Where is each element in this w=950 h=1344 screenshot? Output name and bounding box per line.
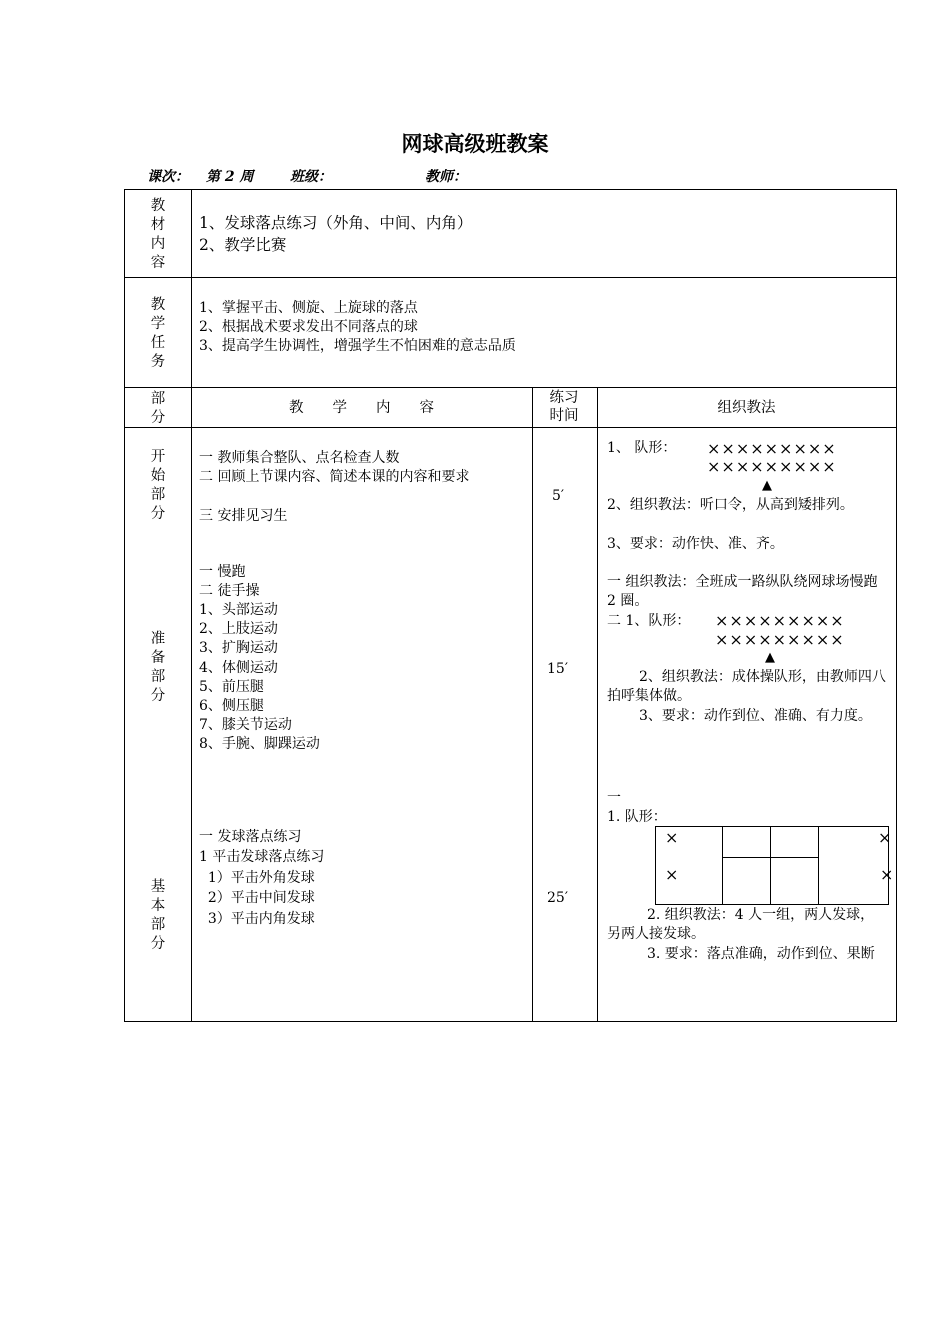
row-divider — [124, 387, 897, 388]
teacher-label: 教师： — [425, 169, 467, 185]
material-line: 1、发球落点练习（外角、中间、内角） — [199, 214, 473, 232]
basic-method-num: 一 — [607, 790, 621, 806]
column-header-part — [128, 390, 188, 428]
class-label: 班级： — [290, 169, 332, 185]
court-center-line — [770, 826, 771, 904]
row-divider — [124, 277, 897, 278]
prep-content-line: 8、手腕、脚踝运动 — [199, 736, 320, 752]
teacher-marker-icon: ▲ — [762, 478, 772, 493]
court-outline — [655, 826, 889, 905]
prep-method-org1: 一 组织教法：全班成一路纵队绕网球场慢跑 2 圈。 — [607, 574, 878, 610]
column-divider — [597, 387, 598, 1022]
row-divider — [124, 427, 897, 428]
prep-content-line: 一 慢跑 — [199, 564, 246, 580]
column-divider — [532, 387, 533, 1022]
task-line: 3、提高学生协调性，增强学生不怕困难的意志品质 — [199, 338, 516, 354]
court-center-service-line — [722, 857, 819, 858]
basic-content-line: 2）平击中间发球 — [199, 890, 315, 906]
prep-content-line: 2、上肢运动 — [199, 621, 278, 637]
start-section-label-text: 开 始 部 分 — [150, 449, 166, 522]
prep-formation-label: 二 1、队形： — [607, 613, 691, 629]
start-content-line: 一 教师集合整队、点名检查人数 — [199, 450, 400, 466]
prep-content-line: 5、前压腿 — [199, 679, 264, 695]
column-header-time-text: 练习 时间 — [549, 390, 579, 424]
prep-section-label-text: 准 备 部 分 — [150, 631, 166, 704]
start-formation-label: 1、 队形： — [607, 440, 677, 456]
column-header-part-text: 部 分 — [150, 391, 166, 426]
player-mark-icon: × — [880, 865, 895, 884]
basic-section-label — [128, 878, 188, 954]
basic-content-line: 一 发球落点练习 — [199, 829, 302, 845]
prep-method-org2: 2、组织教法：成体操队形，由教师四八拍呼集体做。 — [607, 669, 886, 705]
start-crosses-row-1: ××××××××× — [707, 439, 837, 458]
start-time: 5′ — [552, 488, 565, 504]
column-header-time — [534, 389, 594, 425]
task-line: 2、根据战术要求发出不同落点的球 — [199, 319, 418, 335]
prep-crosses-row-1: ××××××××× — [715, 611, 845, 630]
start-content-line: 三 安排见习生 — [199, 508, 288, 524]
player-mark-icon: × — [665, 865, 680, 884]
prep-section-label — [128, 630, 188, 706]
basic-section-label-text: 基 本 部 分 — [150, 879, 166, 952]
table-border-top — [124, 189, 897, 190]
prep-content-line: 4、体侧运动 — [199, 660, 278, 676]
material-label-text: 教 材 内 容 — [150, 198, 166, 271]
material-line: 2、教学比赛 — [199, 236, 287, 254]
prep-content-line: 二 徒手操 — [199, 583, 260, 599]
start-content-line: 二 回顾上节课内容、简述本课的内容和要求 — [199, 469, 470, 485]
table-border-right — [896, 189, 897, 1022]
lesson-value: 第 2 周 — [206, 169, 254, 185]
court-service-line — [818, 826, 819, 904]
player-mark-icon: × — [665, 828, 680, 847]
prep-content-line: 7、膝关节运动 — [199, 717, 292, 733]
prep-method-req: 3、要求：动作到位、准确、有力度。 — [639, 708, 872, 724]
prep-content-line: 3、扩胸运动 — [199, 640, 278, 656]
task-label — [128, 296, 188, 372]
court-service-line — [722, 826, 723, 904]
start-crosses-row-2: ××××××××× — [707, 457, 837, 476]
prep-crosses-row-2: ××××××××× — [715, 630, 845, 649]
teacher-marker-icon: ▲ — [765, 650, 775, 665]
page-title: 网球高级班教案 — [401, 131, 549, 156]
basic-content-line: 3）平击内角发球 — [199, 911, 315, 927]
task-line: 1、掌握平击、侧旋、上旋球的落点 — [199, 300, 418, 316]
basic-content-line: 1 平击发球落点练习 — [199, 849, 325, 865]
prep-time: 15′ — [547, 661, 568, 677]
material-label — [128, 197, 188, 273]
basic-content-line: 1）平击外角发球 — [199, 870, 315, 886]
column-header-method: 组织教法 — [717, 400, 776, 416]
player-mark-icon: × — [878, 828, 893, 847]
basic-method-req: 3. 要求：落点准确，动作到位、果断 — [647, 946, 875, 962]
prep-content-line: 6、侧压腿 — [199, 698, 264, 714]
lesson-label: 课次： — [147, 169, 189, 185]
start-method-req: 3、要求：动作快、准、齐。 — [607, 536, 784, 552]
start-section-label — [128, 448, 188, 524]
table-border-bottom — [124, 1021, 897, 1022]
column-divider — [191, 189, 192, 1022]
basic-time: 25′ — [547, 890, 568, 906]
column-header-content: 教 学 内 容 — [289, 400, 434, 416]
prep-content-line: 1、头部运动 — [199, 602, 278, 618]
basic-formation-label: 1. 队形： — [607, 809, 667, 825]
basic-method-org: 2. 组织教法：4 人一组，两人发球，另两人接发球。 — [607, 907, 875, 943]
start-method-org: 2、组织教法：听口令，从高到矮排列。 — [607, 497, 854, 513]
task-label-text: 教 学 任 务 — [150, 297, 166, 370]
table-border-left — [124, 189, 125, 1022]
